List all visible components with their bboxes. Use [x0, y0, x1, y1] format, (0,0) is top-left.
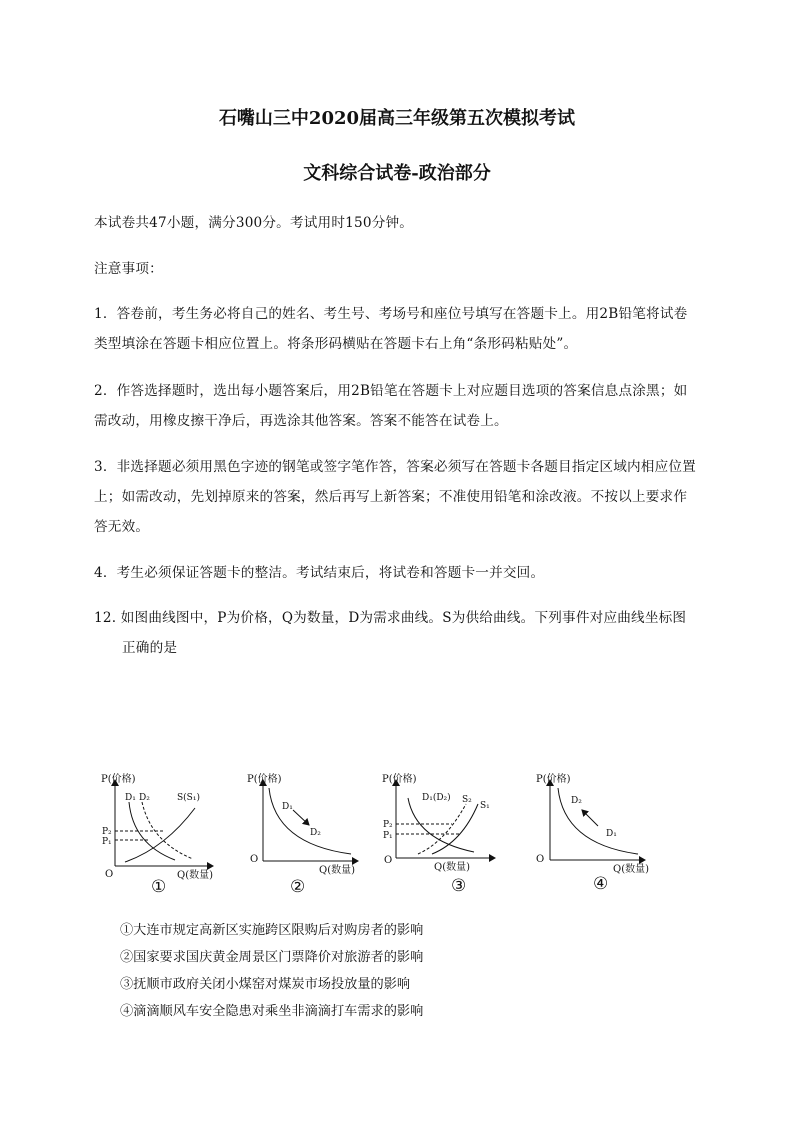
graph-4-origin: O	[536, 854, 545, 865]
option-1: ①大连市规定高新区实施跨区限购后对购房者的影响	[120, 923, 424, 938]
graph-2-d2-label: D₂	[310, 828, 321, 838]
graph-4	[520, 770, 655, 885]
exam-subtitle: 文科综合试卷-政治部分	[303, 163, 491, 184]
graph-3-origin: O	[384, 855, 393, 866]
graph-1	[95, 770, 230, 885]
notice-3-line-3: 答无效。	[94, 519, 150, 535]
notice-2-line-1: 2．作答选择题时，选出每小题答案后，用2B铅笔在答题卡上对应题目选项的答案信息点涂黑；如	[94, 383, 688, 399]
graph-2	[233, 770, 368, 885]
graph-1-p-axis-label: P(价格)	[101, 774, 136, 785]
graph-4-d2-label: D₂	[571, 796, 582, 806]
graph-2-d1-label: D₁	[282, 802, 293, 812]
graph-2-demand-curve	[269, 788, 351, 854]
graph-2-p-axis-label: P(价格)	[247, 774, 282, 785]
graph-3-q-axis-label: Q(数量)	[434, 862, 471, 873]
graph-1-q-axis-label: Q(数量)	[177, 870, 214, 881]
graph-4-q-axis-label: Q(数量)	[613, 864, 650, 875]
graph-2-shift-arrow	[293, 810, 309, 825]
graph-3-s1-label: S₁	[480, 801, 490, 811]
graph-2-number: ②	[290, 877, 306, 897]
notice-heading: 注意事项：	[94, 261, 163, 277]
notice-3-line-1: 3．非选择题必须用黑色字迹的钢笔或签字笔作答，答案必须写在答题卡各题目指定区域内相应位置	[94, 459, 696, 475]
question-stem-line-1: 12. 如图曲线图中，P为价格，Q为数量，D为需求曲线。S为供给曲线。下列事件对应曲线坐标图	[94, 610, 687, 626]
exam-title: 石嘴山三中2020届高三年级第五次模拟考试	[218, 108, 576, 129]
exam-intro: 本试卷共47小题，满分300分。考试用时150分钟。	[94, 215, 414, 231]
graph-1-s-label: S(S₁)	[177, 793, 200, 803]
graph-3-number: ③	[451, 876, 467, 896]
option-4: ④滴滴顺风车安全隐患对乘坐非滴滴打车需求的影响	[120, 1004, 424, 1019]
graph-1-number: ①	[151, 877, 167, 897]
graph-3	[370, 770, 505, 885]
question-stem-line-2: 正确的是	[122, 640, 178, 656]
notice-2-line-2: 需改动，用橡皮擦干净后，再选涂其他答案。答案不能答在试卷上。	[94, 413, 508, 429]
notice-1-line-2: 类型填涂在答题卡相应位置上。将条形码横贴在答题卡右上角“条形码粘贴处”。	[94, 336, 578, 352]
graph-2-q-axis-label: Q(数量)	[319, 865, 356, 876]
graph-3-p2-label: P₂	[383, 820, 393, 830]
graph-1-d1-label: D₁	[125, 793, 136, 803]
option-2: ②国家要求国庆黄金周景区门票降价对旅游者的影响	[120, 950, 424, 965]
option-3: ③抚顺市政府关闭小煤窑对煤炭市场投放量的影响	[120, 977, 411, 992]
graph-1-origin: O	[105, 869, 114, 880]
notice-1-line-1: 1．答卷前，考生务必将自己的姓名、考生号、考场号和座位号填写在答题卡上。用2B铅笔将试卷	[94, 306, 688, 322]
graph-4-d1-label: D₁	[606, 829, 617, 839]
graph-3-p1-label: P₁	[383, 831, 393, 841]
graph-4-number: ④	[593, 874, 609, 894]
graph-3-s2-label: S₂	[462, 795, 472, 805]
notice-4-line-1: 4．考生必须保证答题卡的整洁。考试结束后，将试卷和答题卡一并交回。	[94, 565, 545, 581]
graph-3-demand-curve	[408, 798, 474, 852]
graph-1-d2-label: D₂	[139, 793, 150, 803]
graph-4-demand-curve	[558, 788, 638, 854]
graph-3-p-axis-label: P(价格)	[382, 774, 417, 785]
graph-1-s-curve	[125, 808, 195, 862]
graph-4-p-axis-label: P(价格)	[536, 774, 571, 785]
graph-2-origin: O	[250, 854, 259, 865]
notice-3-line-2: 上；如需改动，先划掉原来的答案，然后再写上新答案；不准使用铅笔和涂改液。不按以上要求作	[94, 489, 688, 505]
graph-1-p1-label: P₁	[102, 837, 112, 847]
graph-4-shift-arrow	[582, 810, 598, 826]
graph-3-d-label: D₁(D₂)	[422, 793, 451, 803]
graph-1-p2-label: P₂	[102, 827, 112, 837]
